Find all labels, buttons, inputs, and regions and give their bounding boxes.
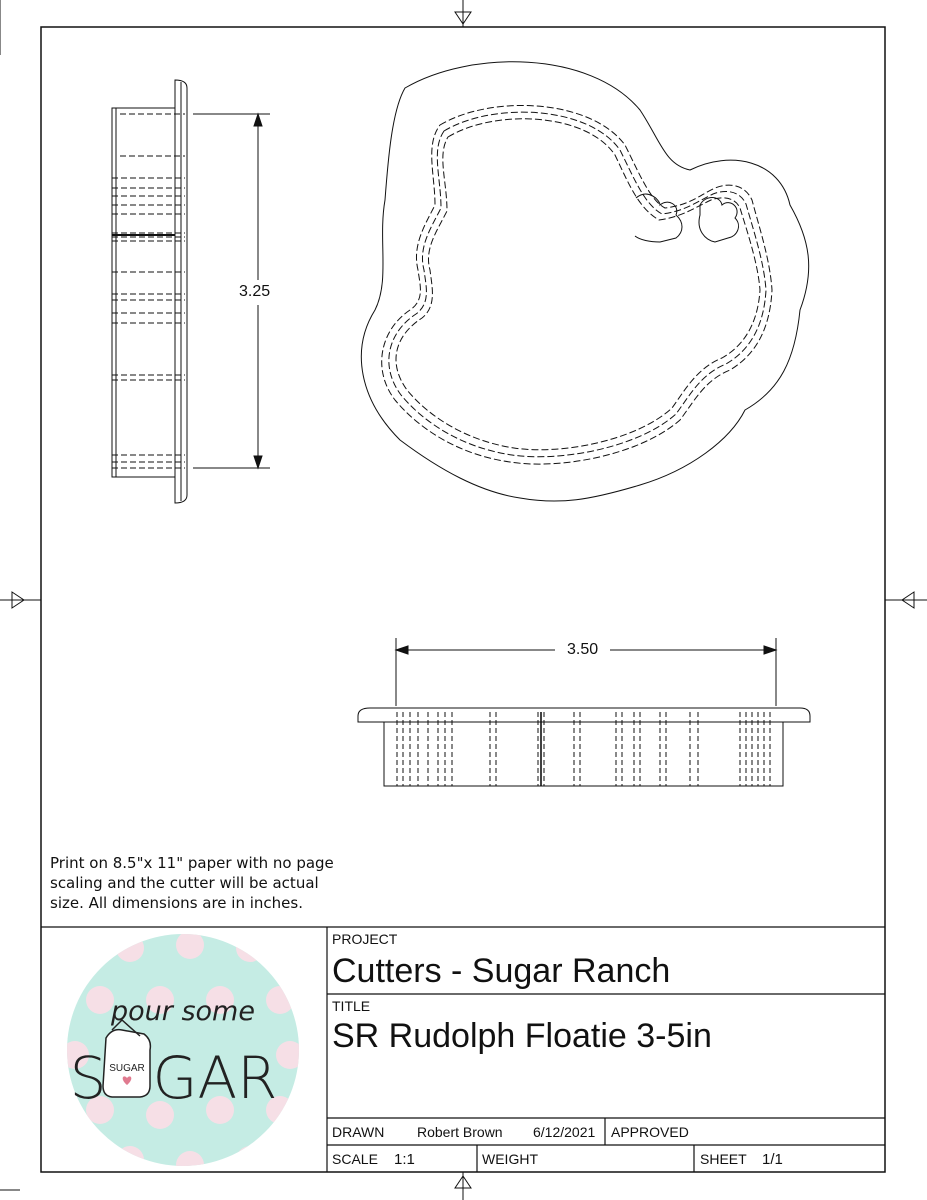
sheet-label: SHEET — [700, 1151, 747, 1167]
height-dimension-label: 3.25 — [235, 283, 274, 301]
drawn-date: 6/12/2021 — [533, 1124, 596, 1140]
front-view — [358, 638, 810, 786]
logo-line-2-right: GAR — [152, 1044, 278, 1112]
top-view — [361, 62, 808, 501]
sheet-value: 1/1 — [762, 1151, 783, 1168]
weight-label: WEIGHT — [482, 1151, 538, 1167]
scale-value: 1:1 — [394, 1151, 415, 1168]
drawn-label: DRAWN — [332, 1124, 385, 1140]
print-instructions: Print on 8.5"x 11" paper with no page scaling and the cutter will be actual size. All dimensions are in inches. — [50, 854, 334, 912]
project-value: Cutters - Sugar Ranch — [332, 952, 671, 990]
scale-label: SCALE — [332, 1151, 378, 1167]
bag-text: SUGAR — [109, 1063, 145, 1074]
logo-line-2-left: S — [69, 1044, 107, 1112]
width-dimension-label: 3.50 — [563, 641, 602, 659]
logo-line-1: pour some — [111, 996, 255, 1027]
drawn-by: Robert Brown — [417, 1124, 503, 1140]
title-label: TITLE — [332, 998, 371, 1014]
approved-label: APPROVED — [611, 1124, 689, 1140]
brand-logo — [61, 931, 304, 1179]
project-label: PROJECT — [332, 931, 398, 947]
title-value: SR Rudolph Floatie 3-5in — [332, 1017, 712, 1055]
